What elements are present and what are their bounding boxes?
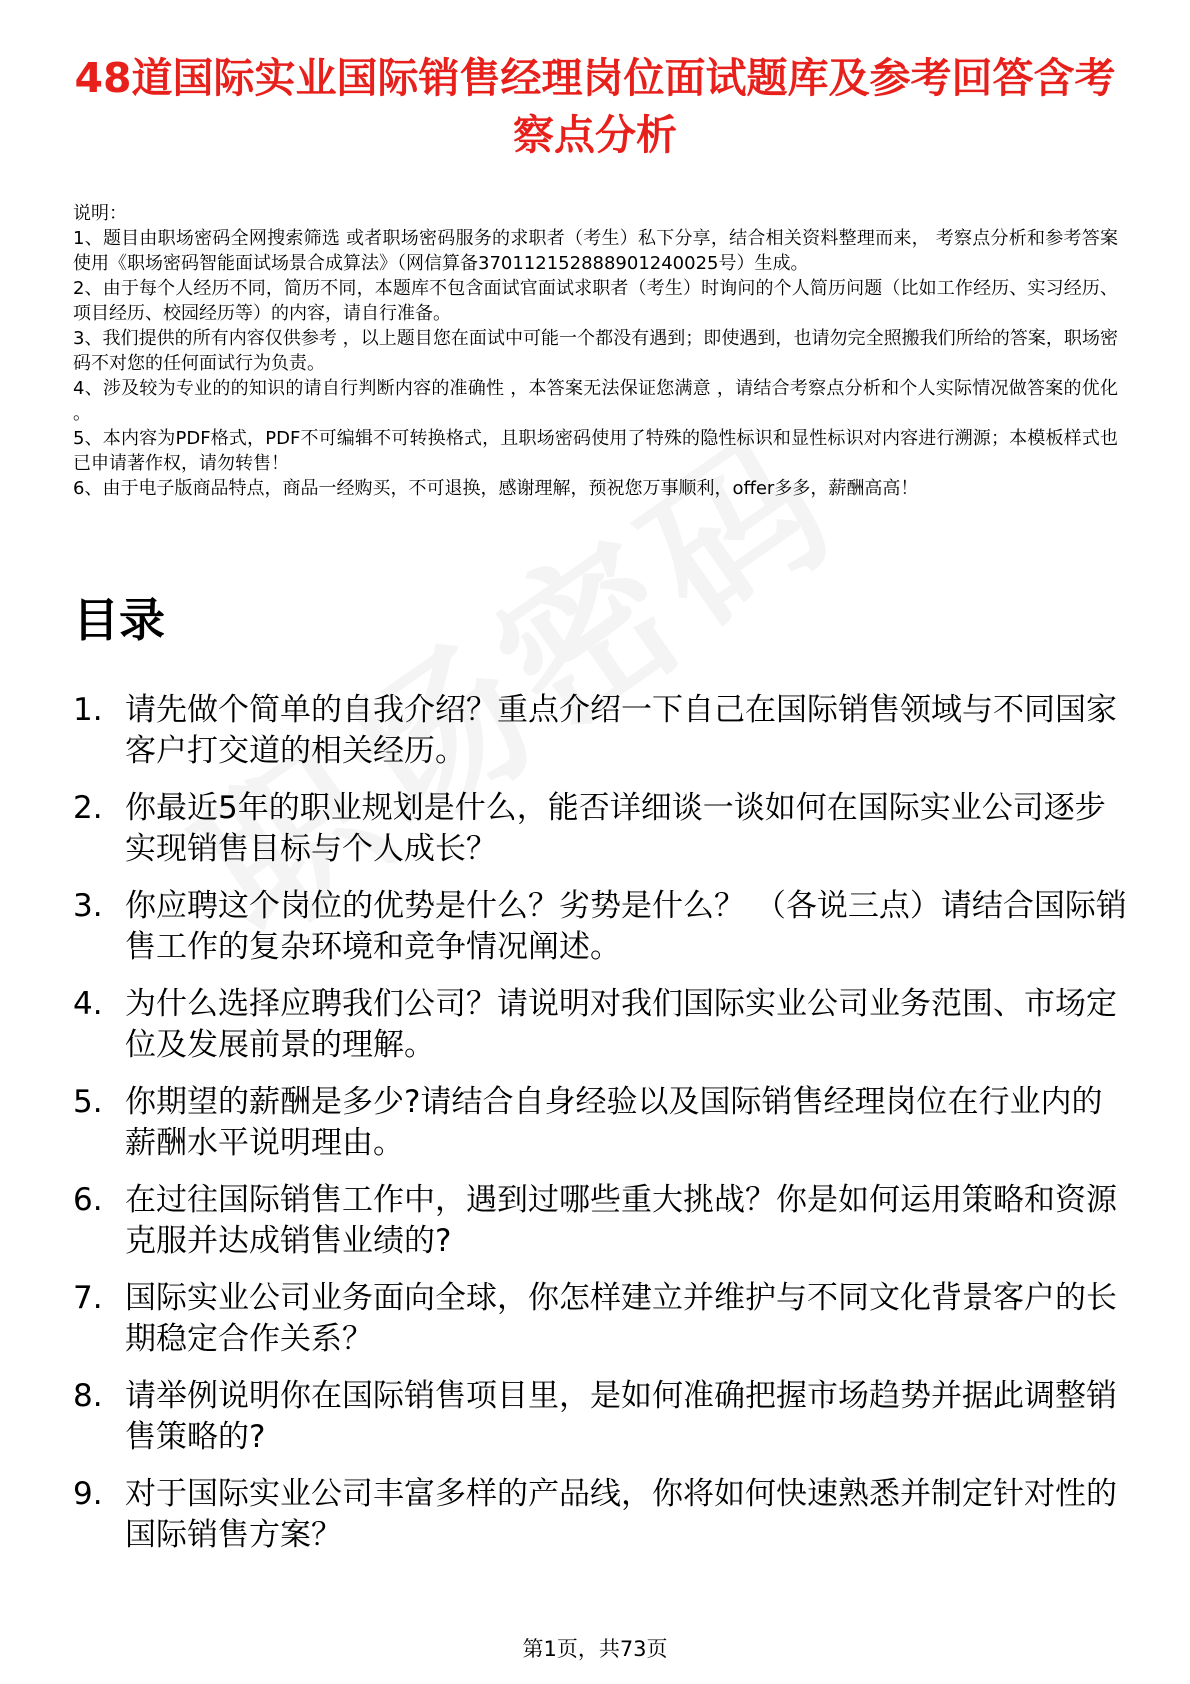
toc-item-text: 在过往国际销售工作中，遇到过哪些重大挑战？你是如何运用策略和资源克服并达成销售业绩的? bbox=[125, 1182, 1117, 1259]
toc-item-text: 国际实业公司业务面向全球，你怎样建立并维护与不同文化背景客户的长期稳定合作关系？ bbox=[125, 1280, 1117, 1357]
note-item: 5、本内容为PDF格式，PDF不可编辑不可转换格式，且职场密码使用了特殊的隐性标识和显性标识对内容进行溯源；本模板样式也已申请著作权，请勿转售！ bbox=[73, 428, 1118, 474]
toc-item-number: 1. bbox=[73, 692, 103, 728]
note-item: 2、由于每个人经历不同，简历不同，本题库不包含面试官面试求职者（考生）时询问的个人简历问题（比如工作经历、实习经历、项目经历、校园经历等）的内容，请自行准备。 bbox=[73, 278, 1118, 324]
toc-heading: 目录 bbox=[73, 593, 165, 647]
notes-section bbox=[73, 201, 1118, 501]
toc-item-text: 为什么选择应聘我们公司？请说明对我们国际实业公司业务范围、市场定位及发展前景的理解。 bbox=[125, 986, 1117, 1063]
note-item: 3、我们提供的所有内容仅供参考 ，以上题目您在面试中可能一个都没有遇到；即使遇到，也请勿完全照搬我们所给的答案，职场密码不对您的任何面试行为负责。 bbox=[73, 328, 1118, 374]
note-item: 1、题目由职场密码全网搜索筛选 或者职场密码服务的求职者（考生）私下分享，结合相关资料整理而来， 考察点分析和参考答案使用《职场密码智能面试场景合成算法》（网信算备370112152888901240025号）生成。 bbox=[73, 228, 1118, 274]
toc-item[interactable] bbox=[73, 690, 1128, 772]
toc-item[interactable] bbox=[73, 984, 1128, 1066]
toc-item-number: 2. bbox=[73, 790, 103, 826]
toc-item[interactable] bbox=[73, 1474, 1128, 1556]
toc-item-text: 请先做个简单的自我介绍？重点介绍一下自己在国际销售领域与不同国家客户打交道的相关经历。 bbox=[125, 692, 1117, 769]
document-title: 48道国际实业国际销售经理岗位面试题库及参考回答含考察点分析 bbox=[74, 54, 1116, 159]
toc-item[interactable] bbox=[73, 788, 1128, 870]
toc-list bbox=[73, 690, 1128, 1572]
toc-item[interactable] bbox=[73, 1278, 1128, 1360]
toc-item-text: 你期望的薪酬是多少?请结合自身经验以及国际销售经理岗位在行业内的薪酬水平说明理由。 bbox=[125, 1084, 1103, 1161]
toc-item[interactable] bbox=[73, 886, 1128, 968]
toc-item[interactable] bbox=[73, 1376, 1128, 1458]
toc-item-text: 你最近5年的职业规划是什么，能否详细谈一谈如何在国际实业公司逐步实现销售目标与个人成长？ bbox=[125, 790, 1106, 867]
toc-item-number: 4. bbox=[73, 986, 103, 1022]
note-item: 4、涉及较为专业的的知识的请自行判断内容的准确性 ，本答案无法保证您满意 ，请结合考察点分析和个人实际情况做答案的优化 。 bbox=[73, 378, 1118, 424]
toc-item-number: 9. bbox=[73, 1476, 103, 1512]
note-item: 6、由于电子版商品特点，商品一经购买，不可退换，感谢理解，预祝您万事顺利，offer多多，薪酬高高！ bbox=[73, 478, 919, 499]
toc-item[interactable] bbox=[73, 1082, 1128, 1164]
notes-heading: 说明： bbox=[73, 203, 127, 224]
toc-item-number: 7. bbox=[73, 1280, 103, 1316]
toc-item-text: 对于国际实业公司丰富多样的产品线，你将如何快速熟悉并制定针对性的国际销售方案？ bbox=[125, 1476, 1117, 1553]
toc-item-text: 请举例说明你在国际销售项目里，是如何准确把握市场趋势并据此调整销售策略的? bbox=[125, 1378, 1117, 1455]
toc-item-number: 6. bbox=[73, 1182, 103, 1218]
toc-item-text: 你应聘这个岗位的优势是什么？劣势是什么？ （各说三点）请结合国际销售工作的复杂环境和竞争情况阐述。 bbox=[125, 888, 1127, 965]
toc-item-number: 3. bbox=[73, 888, 103, 924]
page-footer: 第1页，共73页 bbox=[522, 1637, 668, 1661]
toc-item[interactable] bbox=[73, 1180, 1128, 1262]
toc-item-number: 8. bbox=[73, 1378, 103, 1414]
toc-item-number: 5. bbox=[73, 1084, 103, 1120]
